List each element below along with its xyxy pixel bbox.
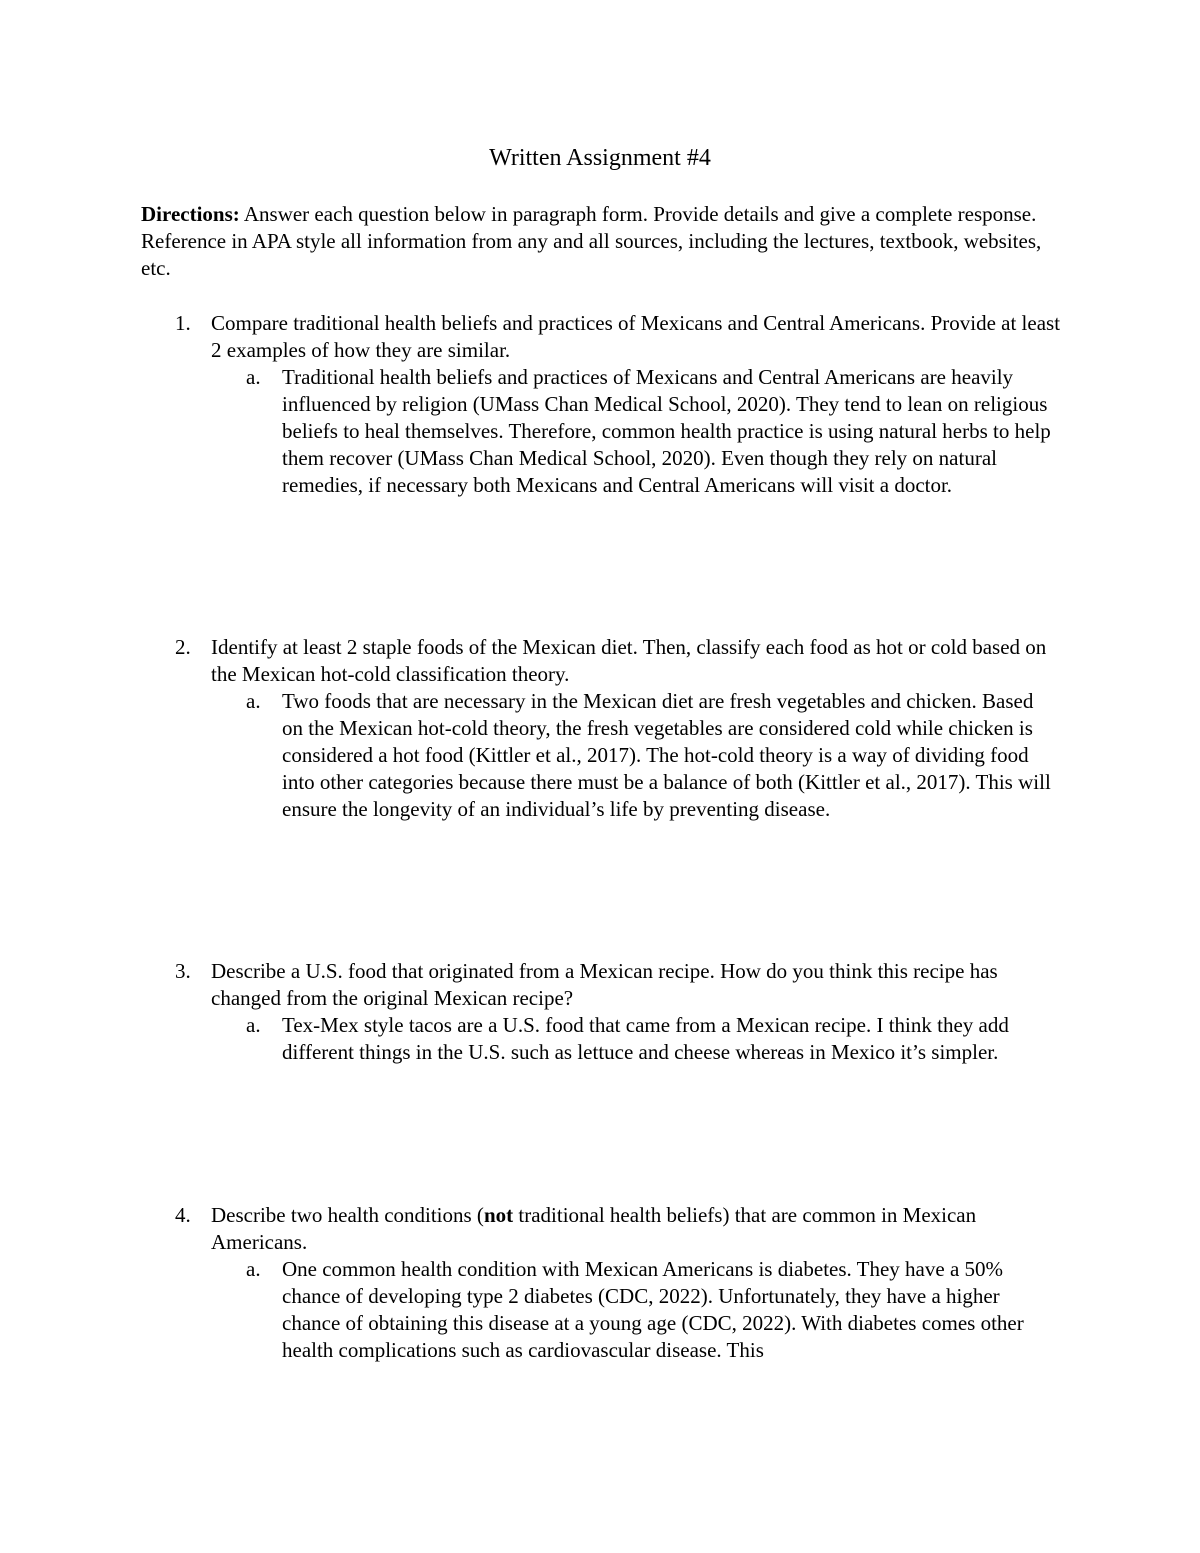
question-number: 1. bbox=[175, 311, 191, 335]
answer-text: One common health condition with Mexican Americans is diabetes. They have a 50% chance of developing type 2 diabetes (CDC, 2022). Unfortunately, they have a higher chance of obtaining this disease at a young age (CDC, 2022). With diabetes comes other health complications such as cardiovascular disease. This bbox=[282, 1257, 1024, 1362]
question-text: Identify at least 2 staple foods of the Mexican diet. Then, classify each food as hot or cold based on the Mexican hot-cold classification theory. bbox=[211, 635, 1047, 686]
answer-marker: a. bbox=[246, 689, 261, 713]
question-3 bbox=[141, 958, 1071, 1066]
directions-text: Answer each question below in paragraph form. Provide details and give a complete response. Reference in APA style all information from any and all sources, including the lectures, textbook, websites, etc. bbox=[141, 202, 1042, 280]
question-2 bbox=[141, 634, 1071, 823]
question-text-before: Describe two health conditions ( bbox=[211, 1203, 484, 1227]
question-4 bbox=[141, 1202, 1071, 1364]
document-title: Written Assignment #4 bbox=[489, 145, 711, 171]
answer-marker: a. bbox=[246, 365, 261, 389]
question-text: Compare traditional health beliefs and practices of Mexicans and Central Americans. Provide at least 2 examples of how they are similar. bbox=[211, 311, 1061, 362]
directions-paragraph bbox=[141, 201, 1061, 282]
answer-text: Two foods that are necessary in the Mexican diet are fresh vegetables and chicken. Based on the Mexican hot-cold theory, the fresh vegetables are considered cold while chicken is considered a hot food (Kittler et al., 2017). The hot-cold theory is a way of dividing food into other categories because there must be a balance of both (Kittler et al., 2017). This will ensure the longevity of an individual’s life by preventing disease. bbox=[282, 689, 1051, 821]
question-number: 2. bbox=[175, 635, 191, 659]
question-text: Describe a U.S. food that originated from a Mexican recipe. How do you think this recipe has changed from the original Mexican recipe? bbox=[211, 959, 998, 1010]
question-number: 3. bbox=[175, 959, 191, 983]
question-text bbox=[211, 1202, 1071, 1256]
answer-marker: a. bbox=[246, 1013, 261, 1037]
question-text-after: traditional health beliefs) that are common in Mexican Americans. bbox=[211, 1203, 977, 1254]
directions-label: Directions: bbox=[141, 202, 240, 226]
answer-marker: a. bbox=[246, 1257, 261, 1281]
question-1 bbox=[141, 310, 1071, 499]
question-text-emphasis: not bbox=[483, 1203, 514, 1227]
answer-text: Traditional health beliefs and practices of Mexicans and Central Americans are heavily influenced by religion (UMass Chan Medical School, 2020). They tend to lean on religious beliefs to heal themselves. Therefore, common health practice is using natural herbs to help them recover (UMass Chan Medical School, 2020). Even though they rely on natural remedies, if necessary both Mexicans and Central Americans will visit a doctor. bbox=[282, 365, 1051, 497]
answer-text: Tex-Mex style tacos are a U.S. food that came from a Mexican recipe. I think they add different things in the U.S. such as lettuce and cheese whereas in Mexico it’s simpler. bbox=[282, 1013, 1009, 1064]
question-number: 4. bbox=[175, 1203, 191, 1227]
